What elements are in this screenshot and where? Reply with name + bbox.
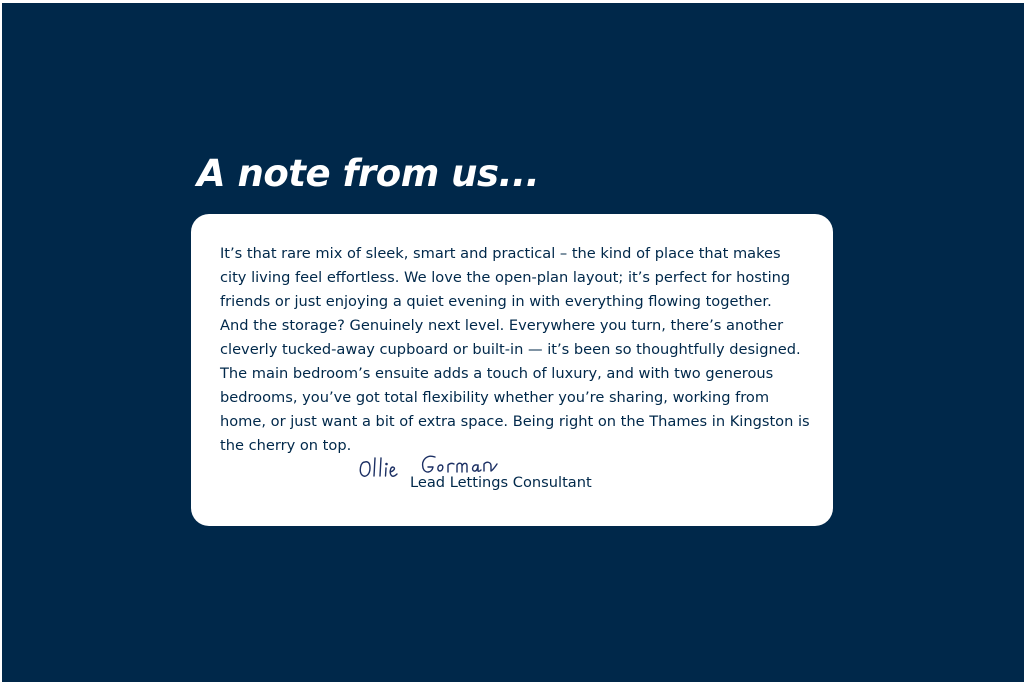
note-line: the cherry on top. [220,437,352,454]
note-line: The main bedroom’s ensuite adds a touch of luxury, and with two generous [220,365,774,382]
note-line: city living feel effortless. We love the open-plan layout; it’s perfect for hosting [220,269,791,286]
note-line: cleverly tucked-away cupboard or built-in — it’s been so thoughtfully designed. [220,341,801,358]
note-line: friends or just enjoying a quiet evening in with everything flowing together. [220,293,772,310]
signature-role: Lead Lettings Consultant [410,474,592,491]
note-line: And the storage? Genuinely next level. Everywhere you turn, there’s another [220,317,784,334]
note-line: home, or just want a bit of extra space. Being right on the Thames in Kingston is [220,413,810,430]
note-line: bedrooms, you’ve got total flexibility whether you’re sharing, working from [220,389,770,406]
note-card [191,214,833,526]
note-heading: A note from us... [197,152,540,195]
note-body [220,242,810,458]
note-line: It’s that rare mix of sleek, smart and practical – the kind of place that makes [220,245,781,262]
